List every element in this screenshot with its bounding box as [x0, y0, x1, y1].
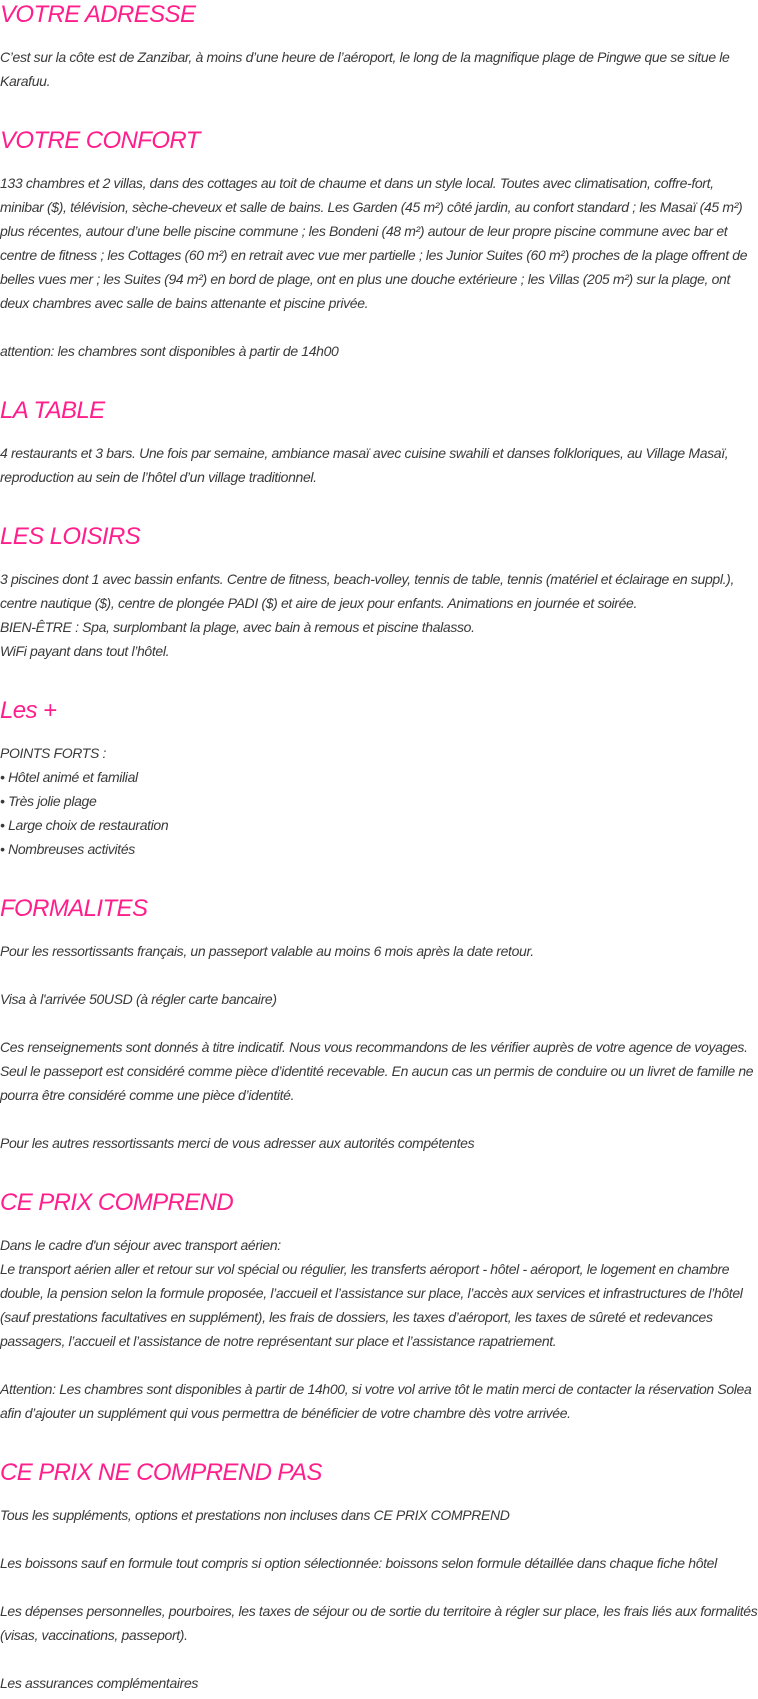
section-paragraph — [0, 1377, 758, 1425]
text-line: BIEN-ÊTRE : Spa, surplombant la plage, avec bain à remous et piscine thalasso. — [0, 619, 475, 635]
section-votre-adresse — [0, 0, 758, 93]
section-heading: LES LOISIRS — [0, 523, 141, 550]
section-paragraph — [0, 1551, 758, 1575]
section-paragraph — [0, 741, 758, 861]
text-line: 4 restaurants et 3 bars. Une fois par semaine, ambiance masaï avec cuisine swahili et danses folkloriques, au Village Masaï, reproduction au sein de l’hôtel d’un village traditionnel. — [0, 445, 729, 485]
section-paragraph — [0, 1035, 758, 1107]
section-formalites — [0, 894, 758, 1155]
section-heading: FORMALITES — [0, 895, 148, 922]
section-paragraph — [0, 1599, 758, 1647]
section-heading: CE PRIX NE COMPREND PAS — [0, 1459, 322, 1486]
text-line: • Hôtel animé et familial — [0, 769, 138, 785]
section-paragraph — [0, 45, 758, 93]
section-heading: Les + — [0, 697, 57, 724]
section-heading: LA TABLE — [0, 397, 105, 424]
text-line: Visa à l'arrivée 50USD (à régler carte bancaire) — [0, 991, 277, 1007]
text-line: Les assurances complémentaires — [0, 1675, 199, 1691]
section-ce-prix-ne-comprend-pas — [0, 1458, 758, 1695]
section-heading: VOTRE ADRESSE — [0, 1, 196, 28]
section-paragraph — [0, 939, 758, 963]
text-line: Dans le cadre d'un séjour avec transport aérien: — [0, 1237, 281, 1253]
text-line: • Très jolie plage — [0, 793, 97, 809]
text-line: WiFi payant dans tout l’hôtel. — [0, 643, 170, 659]
text-line: Le transport aérien aller et retour sur vol spécial ou régulier, les transferts aéroport - hôtel - aéroport, le logement en chambre double, la pension selon la formule proposée, l’accueil et l’assistance sur place, l’accès aux services et infrastructures de l’hôtel (sauf prestations facultatives en supplément), les frais de dossiers, les taxes d’aéroport, les taxes de sûreté et redevances passagers, l’accueil et l’assistance de notre représentant sur place et l’assistance rapatriement. — [0, 1261, 743, 1349]
section-paragraph — [0, 987, 758, 1011]
section-les-loisirs — [0, 522, 758, 663]
text-line: Pour les autres ressortissants merci de vous adresser aux autorités compétentes — [0, 1135, 475, 1151]
section-ce-prix-comprend — [0, 1188, 758, 1425]
section-paragraph — [0, 171, 758, 315]
section-la-table — [0, 396, 758, 489]
text-line: Ces renseignements sont donnés à titre indicatif. Nous vous recommandons de les vérifier auprès de votre agence de voyages. Seul le passeport est considéré comme pièce d’identité recevable. En aucun cas un permis de conduire ou un livret de famille ne pourra être considéré comme une pièce d’identité. — [0, 1039, 754, 1103]
text-line: attention: les chambres sont disponibles à partir de 14h00 — [0, 343, 339, 359]
text-line: Les boissons sauf en formule tout compris si option sélectionnée: boissons selon formule détaillée dans chaque fiche hôtel — [0, 1555, 717, 1571]
section-paragraph — [0, 1503, 758, 1527]
section-heading: CE PRIX COMPREND — [0, 1189, 234, 1216]
section-paragraph — [0, 1671, 758, 1695]
text-line: • Large choix de restauration — [0, 817, 169, 833]
text-line: Pour les ressortissants français, un passeport valable au moins 6 mois après la date retour. — [0, 943, 534, 959]
text-line: 3 piscines dont 1 avec bassin enfants. Centre de fitness, beach-volley, tennis de table, tennis (matériel et éclairage en suppl.), centre nautique ($), centre de plongée PADI ($) et aire de jeux pour enfants. Animations en journée et soirée. — [0, 571, 735, 611]
section-heading: VOTRE CONFORT — [0, 127, 200, 154]
section-paragraph — [0, 441, 758, 489]
text-line: Attention: Les chambres sont disponibles à partir de 14h00, si votre vol arrive tôt le matin merci de contacter la réservation Solea afin d’ajouter un supplément qui vous permettra de bénéficier de votre chambre dès votre arrivée. — [0, 1381, 752, 1421]
text-line: • Nombreuses activités — [0, 841, 135, 857]
text-line: C’est sur la côte est de Zanzibar, à moins d’une heure de l’aéroport, le long de la magnifique plage de Pingwe que se situe le Karafuu. — [0, 49, 730, 89]
section-les — [0, 696, 758, 861]
section-paragraph — [0, 339, 758, 363]
text-line: Les dépenses personnelles, pourboires, les taxes de séjour ou de sortie du territoire à régler sur place, les frais liés aux formalités (visas, vaccinations, passeport). — [0, 1603, 758, 1643]
section-paragraph — [0, 1131, 758, 1155]
section-paragraph — [0, 1233, 758, 1353]
text-line: Tous les suppléments, options et prestations non incluses dans CE PRIX COMPREND — [0, 1507, 510, 1523]
section-paragraph — [0, 567, 758, 663]
section-votre-confort — [0, 126, 758, 363]
text-line: 133 chambres et 2 villas, dans des cottages au toit de chaume et dans un style local. Toutes avec climatisation, coffre-fort, minibar ($), télévision, sèche-cheveux et salle de bains. Les Garden (45 m²) côté jardin, au confort standard ; les Masaï (45 m²) plus récentes, autour d’une belle piscine commune ; les Bondeni (48 m²) autour de leur propre piscine commune avec bar et centre de fitness ; les Cottages (60 m²) en retrait avec vue mer partielle ; les Junior Suites (60 m²) proches de la plage offrent de belles vues mer ; les Suites (94 m²) en bord de plage, ont en plus une douche extérieure ; les Villas (205 m²) sur la plage, ont deux chambres avec salle de bains attenante et piscine privée. — [0, 175, 748, 311]
text-line: POINTS FORTS : — [0, 745, 107, 761]
